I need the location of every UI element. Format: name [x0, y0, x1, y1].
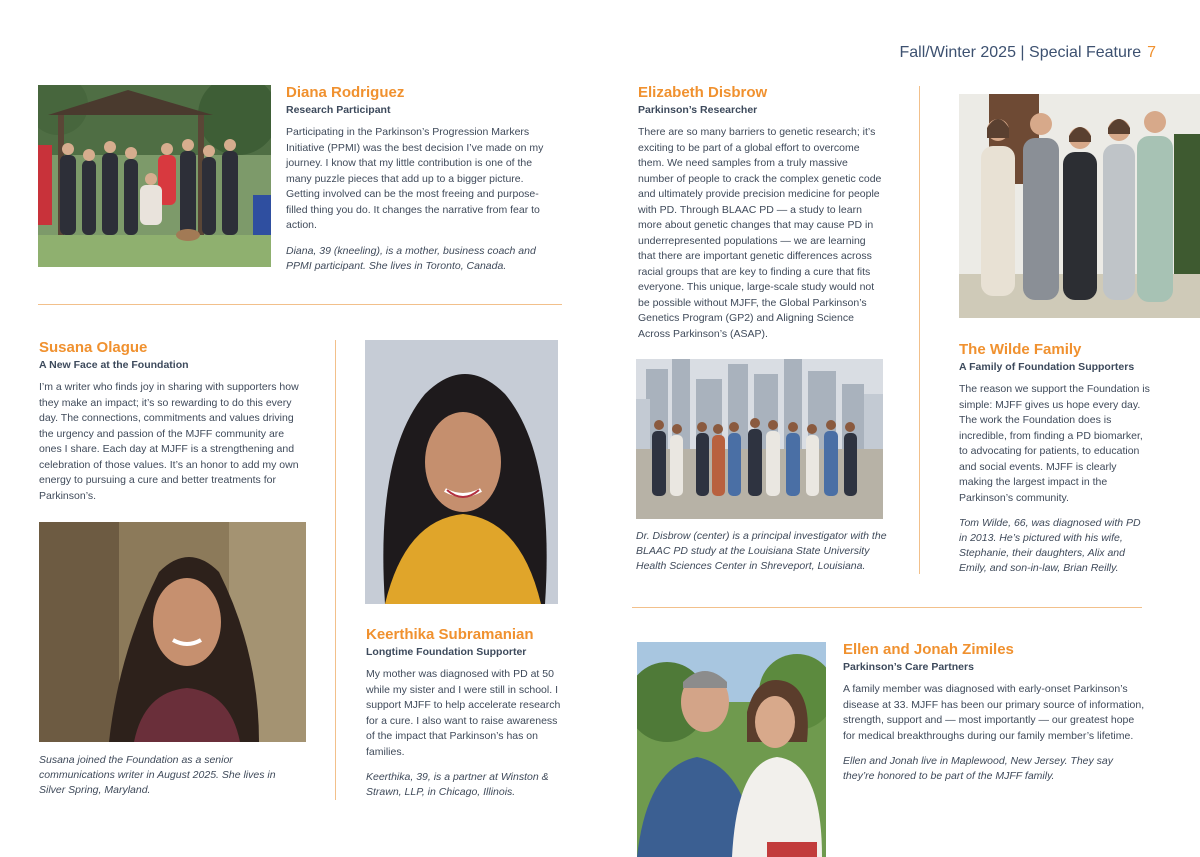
- profile-name: Ellen and Jonah Zimiles: [843, 641, 1014, 658]
- disbrow-group-photo: [636, 359, 883, 519]
- profile-caption: Dr. Disbrow (center) is a principal investigator with the BLAAC PD study at the Louisiana State University Health Sciences Center in Shreveport, Louisiana.: [636, 530, 887, 572]
- profile-quote: My mother was diagnosed with PD at 50 while my sister and I were still in school. I support MJFF to help accelerate research for a cure. I also want to raise awareness of the impact that Parkinson’s has on families.: [366, 668, 561, 758]
- profile-caption: Keerthika, 39, is a partner at Winston & Strawn, LLP, in Chicago, Illinois.: [366, 771, 549, 798]
- profile-name: Susana Olague: [39, 339, 148, 356]
- divider-left-column: [335, 340, 336, 800]
- profile-name: The Wilde Family: [959, 341, 1082, 358]
- profile-quote: There are so many barriers to genetic research; it’s exciting to be part of a global effort to overcome them. We need samples from a truly massive number of people to crack the complex genetic code and ultimately provide precision medicine for people with PD. Through BLAAC PD — a study to learn more about genetic changes that may cause PD in underrepresented populations — we are learning that there are important genetic differences across racial groups that are key to finding a cure that fits everyone. This unique, large-scale study would not be possible without MJFF, the Global Parkinson’s Genetics Program (GP2) and Aligning Science Across Parkinson’s (ASAP).: [638, 126, 882, 340]
- wilde-family-photo: [959, 94, 1200, 318]
- profile-quote: Participating in the Parkinson’s Progression Markers Initiative (PPMI) was the best decision I’ve made on my journey. I know that my little contribution is one of the many puzzle pieces that add up to a bigger picture. Getting involved can be the most freeing and purpose-filled thing you do. It changes the narrative from fear to action.: [286, 126, 544, 231]
- zimiles-couple-photo: [637, 642, 826, 857]
- profile-quote: The reason we support the Foundation is simple: MJFF gives us hope every day. The work the Foundation does is incredible, from finding a PD biomarker, to advocating for patients, to education and social events. MJFF is clearly making the largest impact in the Parkinson’s community.: [959, 383, 1150, 504]
- profile-keerthika: [366, 626, 562, 800]
- profile-quote: A family member was diagnosed with early-onset Parkinson’s disease at 33. MJFF has been our primary source of information, strength, support and — most importantly — our greatest hope for medical breakthroughs during our family member’s lifetime.: [843, 683, 1145, 742]
- profile-caption: Ellen and Jonah live in Maplewood, New Jersey. They say they’re honored to be part of the MJFF family.: [843, 755, 1114, 782]
- disbrow-caption-block: [636, 529, 896, 574]
- susana-portrait-photo: [39, 522, 306, 742]
- profile-susana: [39, 339, 305, 504]
- divider-bottom-right: [632, 607, 1142, 608]
- diana-group-photo: [38, 85, 271, 267]
- page-number: 7: [1147, 44, 1156, 61]
- issue-label: Fall/Winter 2025 | Special Feature: [899, 44, 1142, 61]
- keerthika-portrait-photo: [365, 340, 558, 604]
- profile-caption: Tom Wilde, 66, was diagnosed with PD in 2013. He’s pictured with his wife, Stephanie, their daughters, Alix and Emily, and son-in-law, Brian Reilly.: [959, 517, 1141, 574]
- profile-diana: [286, 84, 544, 274]
- profile-name: Elizabeth Disbrow: [638, 84, 768, 101]
- divider-right-column: [919, 86, 920, 574]
- profile-zimiles: [843, 641, 1145, 784]
- page-header: [899, 44, 1156, 62]
- divider-top-left: [38, 304, 562, 305]
- profile-wilde: [959, 341, 1151, 576]
- profile-role: Parkinson’s Care Partners: [843, 661, 974, 673]
- profile-quote: I’m a writer who finds joy in sharing with supporters how they make an impact; it’s so rewarding to do this every day. The connections, commitments and values driving the urgency and passion of the MJFF community are ones I share. Each day at MJFF is a strengthening and celebration of those values. It’s an honor to add my own energy to pursuing a cure and better treatments for Parkinson’s.: [39, 381, 299, 502]
- profile-caption: Susana joined the Foundation as a senior communications writer in August 2025. She lives in Silver Spring, Maryland.: [39, 754, 276, 796]
- profile-elizabeth: [638, 84, 886, 342]
- profile-name: Keerthika Subramanian: [366, 626, 534, 643]
- profile-caption: Diana, 39 (kneeling), is a mother, business coach and PPMI participant. She lives in Toronto, Canada.: [286, 244, 536, 272]
- profile-role: A Family of Foundation Supporters: [959, 361, 1135, 373]
- susana-caption-block: [39, 753, 289, 798]
- profile-role: Parkinson’s Researcher: [638, 104, 758, 116]
- profile-role: Research Participant: [286, 104, 391, 116]
- profile-role: A New Face at the Foundation: [39, 359, 189, 371]
- profile-role: Longtime Foundation Supporter: [366, 646, 527, 658]
- profile-name: Diana Rodriguez: [286, 84, 405, 101]
